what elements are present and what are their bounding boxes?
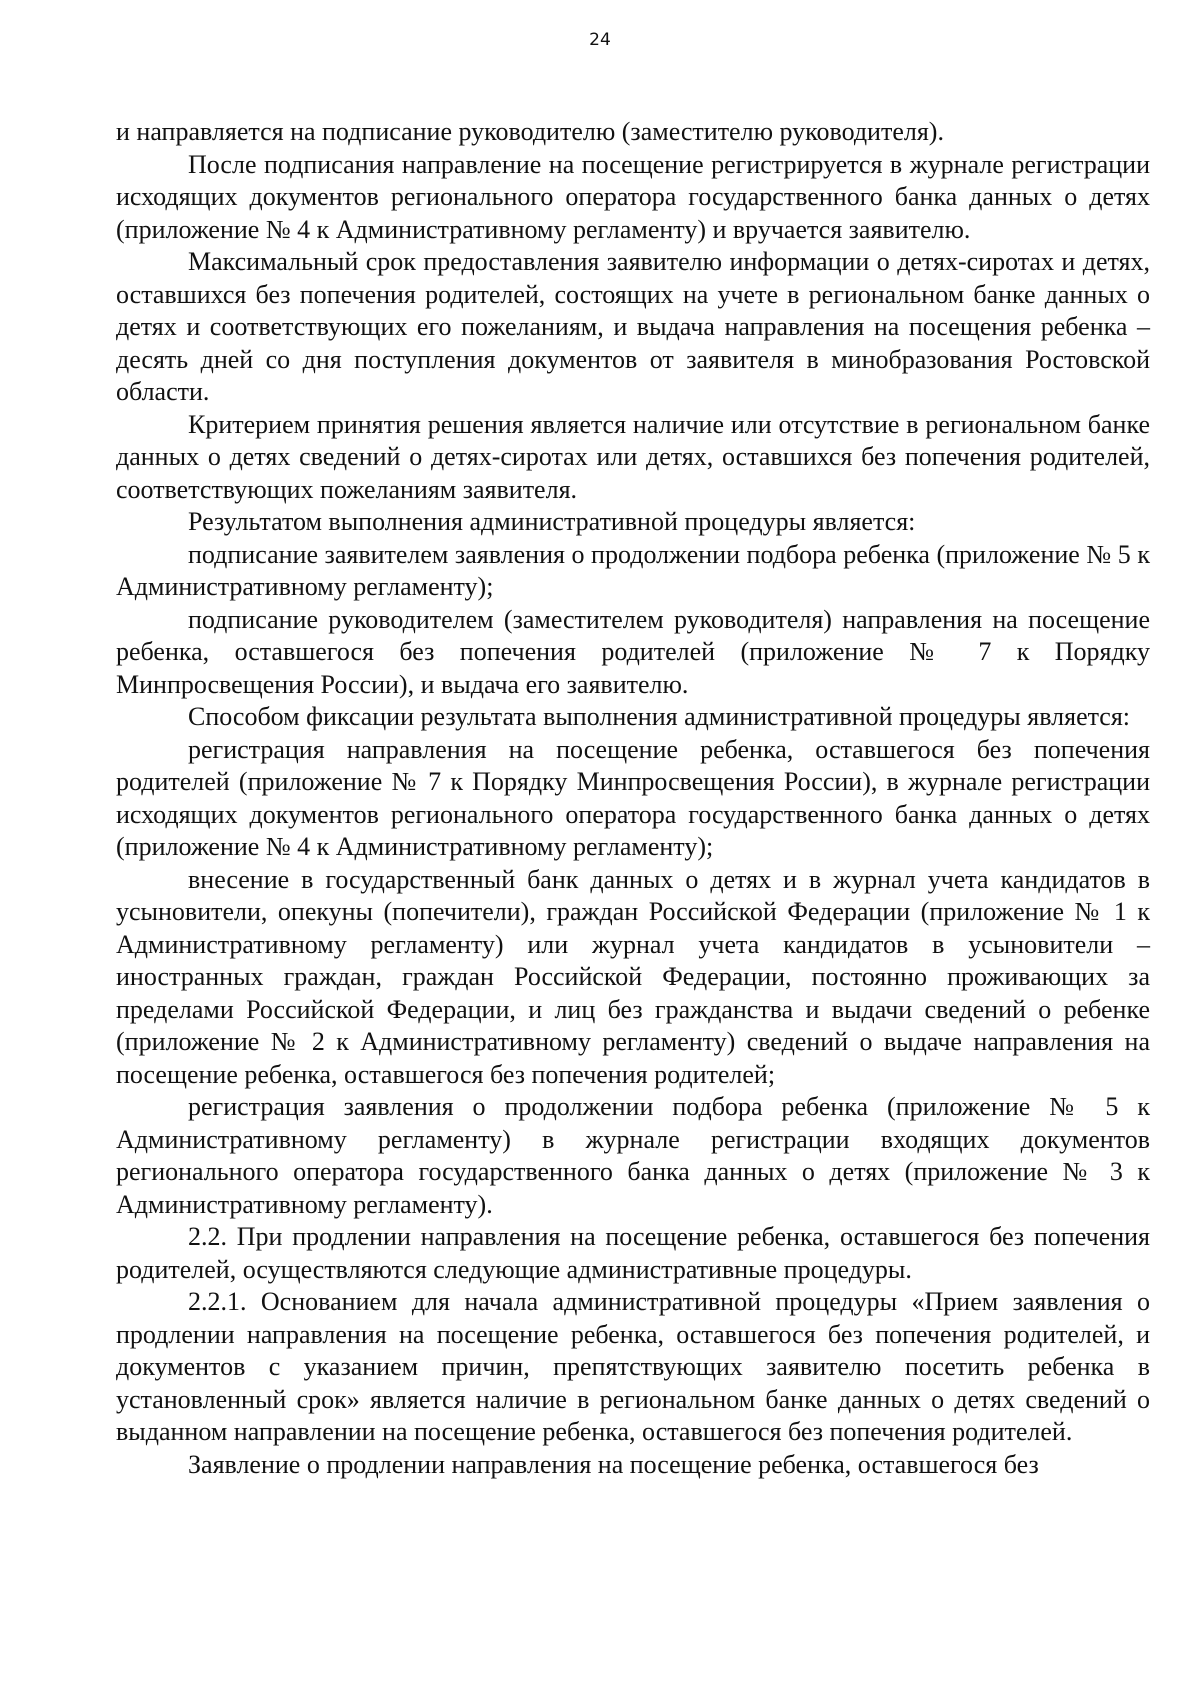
paragraph: регистрация направления на посещение ребенка, оставшегося без попечения родителей (приложение № 7 к Порядку Минпросвещения России), в журнале регистрации исходящих документов регионального оператора государственного банка данных о детях (приложение № 4 к Административному регламенту);: [116, 734, 1150, 861]
paragraph: Максимальный срок предоставления заявителю информации о детях-сиротах и детях, оставшихся без попечения родителей, состоящих на учете в региональном банке данных о детях и соответствующих его пожеланиям, и выдача направления на посещения ребенка – десять дней со дня поступления документов от заявителя в минобразования Ростовской области.: [116, 247, 1150, 406]
paragraph: Критерием принятия решения является наличие или отсутствие в региональном банке данных о детях сведений о детях-сиротах или детях, оставшихся без попечения родителей, соответствующих пожеланиям заявителя.: [116, 409, 1150, 504]
paragraph: Результатом выполнения административной процедуры является:: [188, 507, 916, 536]
paragraph: Способом фиксации результата выполнения административной процедуры является:: [188, 702, 1131, 731]
paragraph: После подписания направление на посещение регистрируется в журнале регистрации исходящих документов регионального оператора государственного банка данных о детях (приложение № 4 к Административному регламенту) и вручается заявителю.: [116, 149, 1150, 244]
document-body: [116, 116, 1150, 1481]
page-number: 24: [589, 30, 611, 50]
paragraph: 2.2.1. Основанием для начала административной процедуры «Прием заявления о продлении направления на посещение ребенка, оставшегося без попечения родителей, и документов с указанием причин, препятствующих заявителю посетить ребенка в установленный срок» является наличие в региональном банке данных о детях сведений о выданном направлении на посещение ребенка, оставшегося без попечения родителей.: [116, 1287, 1150, 1446]
paragraph: подписание руководителем (заместителем руководителя) направления на посещение ребенка, оставшегося без попечения родителей (приложение № 7 к Порядку Минпросвещения России), и выдача его заявителю.: [116, 604, 1150, 699]
paragraph: подписание заявителем заявления о продолжении подбора ребенка (приложение № 5 к Административному регламенту);: [116, 539, 1150, 601]
paragraph: и направляется на подписание руководителю (заместителю руководителя).: [116, 117, 944, 146]
paragraph: 2.2. При продлении направления на посещение ребенка, оставшегося без попечения родителей, осуществляются следующие административные процедуры.: [116, 1222, 1150, 1284]
paragraph: регистрация заявления о продолжении подбора ребенка (приложение № 5 к Административному регламенту) в журнале регистрации входящих документов регионального оператора государственного банка данных о детях (приложение № 3 к Административному регламенту).: [116, 1092, 1150, 1219]
paragraph: Заявление о продлении направления на посещение ребенка, оставшегося без: [188, 1449, 1039, 1479]
paragraph: внесение в государственный банк данных о детях и в журнал учета кандидатов в усыновители, опекуны (попечители), граждан Российской Федерации (приложение № 1 к Административному регламенту) или журнал учета кандидатов в усыновители – иностранных граждан, граждан Российской Федерации, постоянно проживающих за пределами Российской Федерации, и лиц без гражданства и выдачи сведений о ребенке (приложение № 2 к Административному регламенту) сведений о выдаче направления на посещение ребенка, оставшегося без попечения родителей;: [116, 864, 1150, 1089]
